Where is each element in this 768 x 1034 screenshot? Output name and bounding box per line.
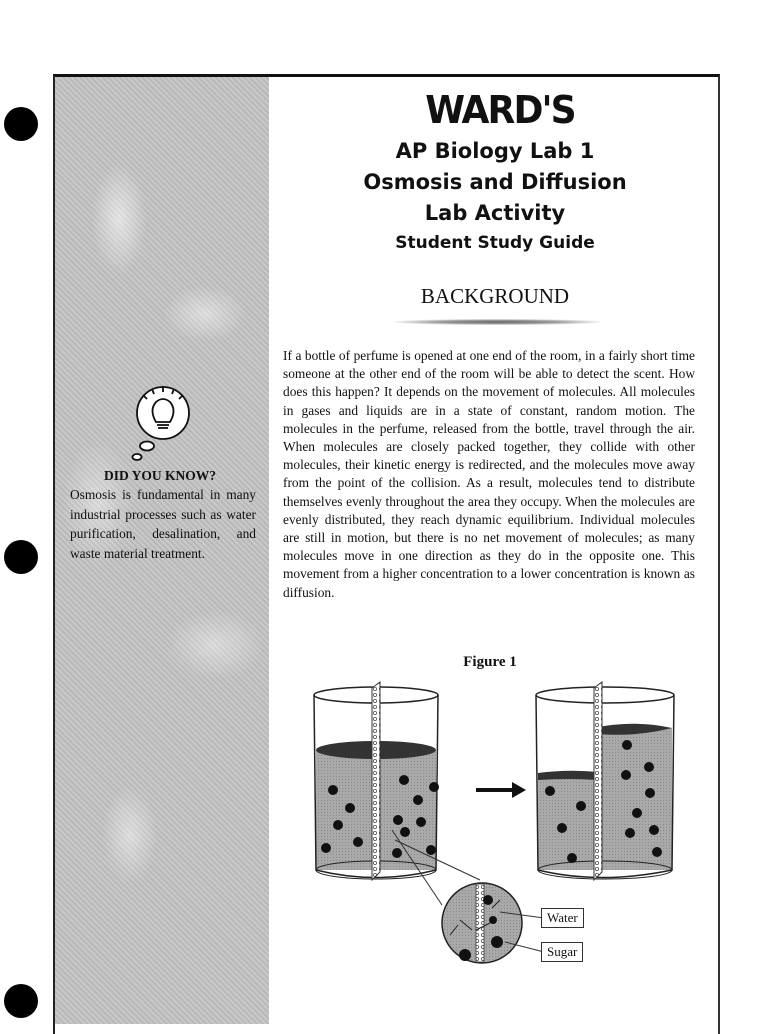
title-line-1: AP Biology Lab 1	[395, 139, 595, 163]
binder-hole-middle	[4, 540, 38, 574]
title-line-3: Lab Activity	[424, 201, 566, 225]
legend-water: Water	[541, 908, 584, 928]
did-you-know-text: Osmosis is fundamental in many industrial processes such as water purification, desalination, and waste material treatment.	[70, 487, 256, 561]
legend-sugar: Sugar	[541, 942, 583, 962]
beaker-after	[536, 682, 674, 880]
section-divider	[395, 319, 600, 325]
binder-hole-top	[4, 107, 38, 141]
figure-caption: Figure 1	[463, 654, 517, 670]
section-heading: BACKGROUND	[420, 284, 570, 308]
arrow-icon	[476, 782, 526, 798]
title-block	[300, 136, 690, 257]
beaker-before	[314, 682, 439, 880]
lightbulb-icon	[125, 380, 195, 465]
title-line-2: Osmosis and Diffusion	[363, 170, 627, 194]
subtitle: Student Study Guide	[395, 233, 595, 253]
binder-hole-bottom	[4, 984, 38, 1018]
osmosis-diagram	[300, 680, 700, 980]
did-you-know-heading: DID YOU KNOW?	[104, 468, 217, 483]
brand-logo: WARD'S	[425, 88, 575, 132]
background-paragraph: If a bottle of perfume is opened at one end of the room, in a fairly short time someone at the other end of the room will be able to detect the scent. How does this happen? It depends on the movement of molecules. All molecules in gases and liquids are in a state of constant, random motion. The molecules in the perfume, released from the bottle, travel through the air. When molecules are closely packed together, they collide with other molecules, their kinetic energy is redirected, and the molecules move away from the point of the collision. As a result, molecules tend to distribute themselves evenly throughout the area they occupy. When the molecules are evenly distributed, they reach dynamic equilibrium. Individual molecules are still in motion, but there is no net movement of molecules; as many molecules move in one direction as they do in the opposite one. This movement from a higher concentration to a lower concentration is known as diffusion.	[283, 348, 695, 600]
